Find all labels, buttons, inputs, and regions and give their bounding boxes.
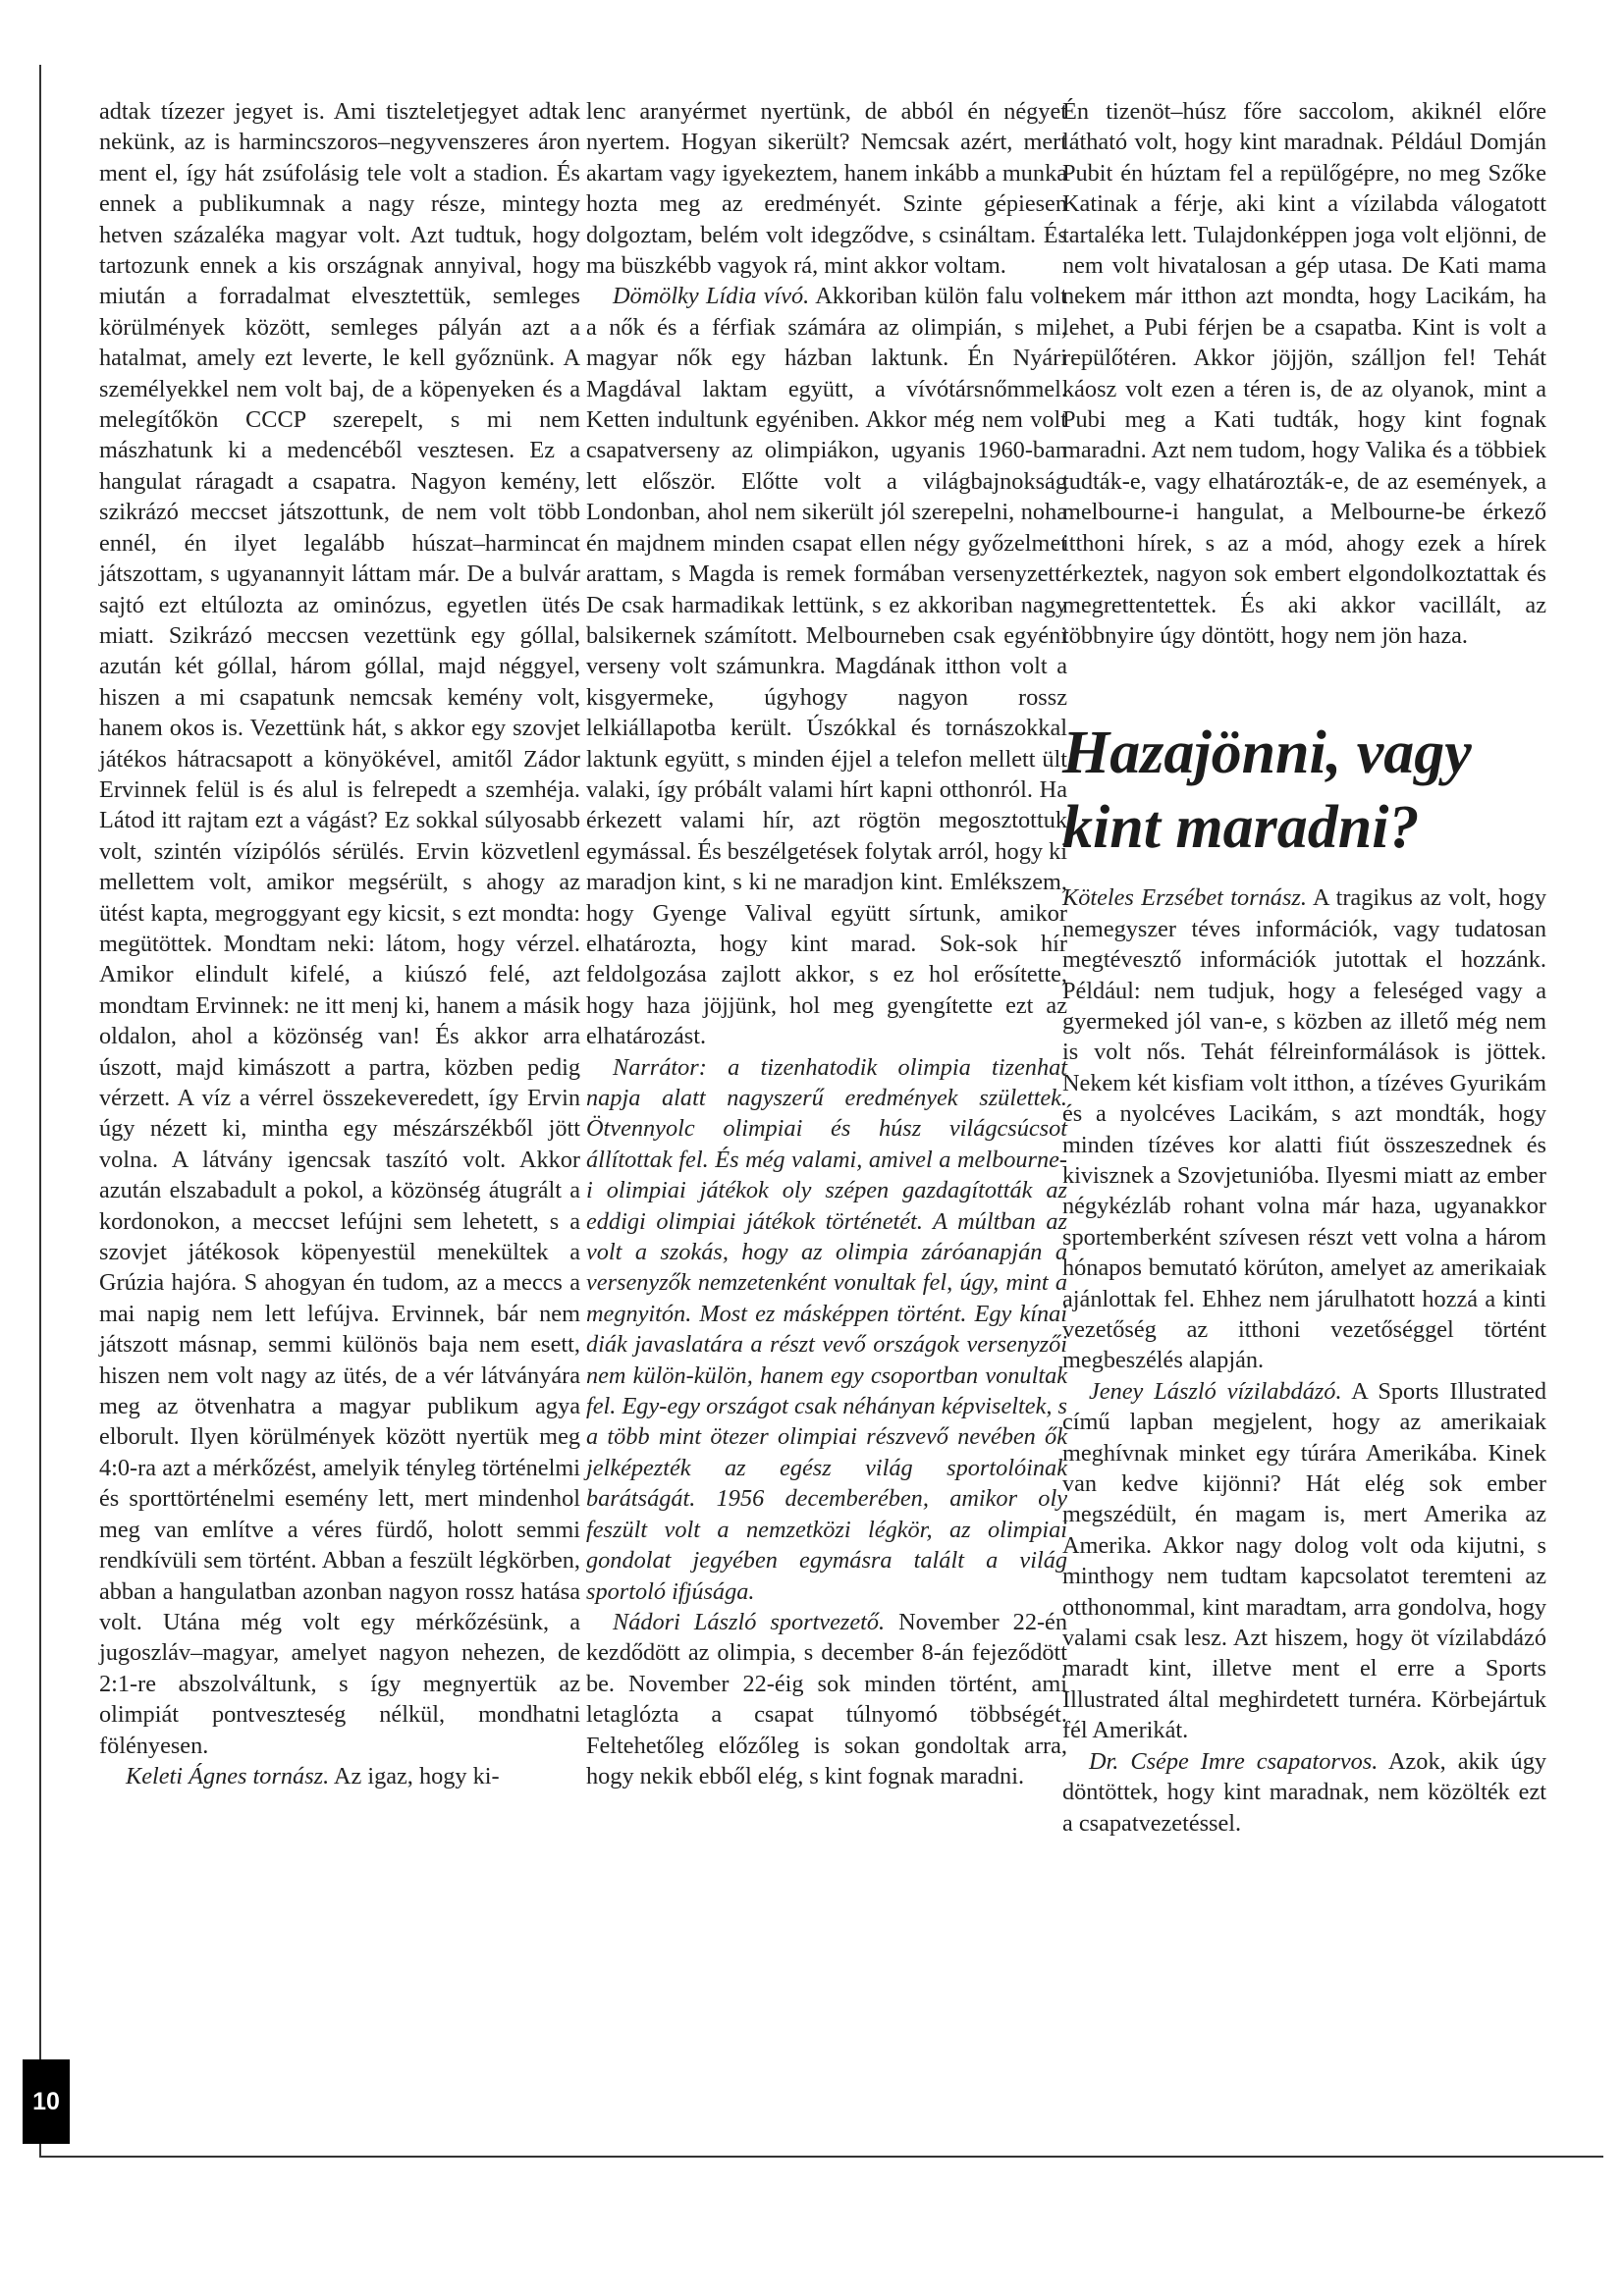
text-column-1 (99, 96, 580, 1791)
text-column-2 (586, 96, 1067, 1791)
paragraph: Én tizenöt–húsz főre saccolom, akiknél előre látható volt, hogy kint maradnak. Például Domján Pubit én húztam fel a repülőgépre, no meg Szőke Katinak a férje, aki kint a vízilabda válogatott tartaléka lett. Tulajdonképpen joga volt eljönni, de nem volt hivatalosan a gép utasa. De Kati mama nekem már itthon azt mondta, hogy Lacikám, ha lehet, a Pubi férjen be a csapatba. Kint is volt a repülőtéren. Akkor jöjjön, szálljon fel! Tehát káosz volt ezen a téren is, de az olyanok, mint a Pubi meg a Kati tudták, hogy kint fognak maradni. Azt nem tudom, hogy Valika és a többiek tudták-e, vagy elhatározták-e, de az események, a melbourne-i hangulat, a Melbourne-be érkező itthoni hírek, s az a mód, ahogy ezek a hírek érkeztek, nagyon sok embert elgondolkoztattak és megrettentettek. És aki akkor vacillált, az többnyire úgy döntött, hogy nem jön haza. (1062, 98, 1546, 649)
speaker-name: Nádori László sportvezető. (613, 1608, 886, 1635)
paragraph (1062, 882, 1546, 1376)
paragraph (99, 1761, 580, 1791)
page-frame-bottom-rule (39, 2156, 1603, 2158)
page-frame-left-rule (39, 65, 41, 2157)
narrator-paragraph: Narrátor: a tizenhatodik olimpia tizenhat napja alatt nagyszerű eredmények születtek. Ötvennyolc olimpiai és húsz világcsúcsot állítottak fel. És még valami, amivel a melbourne-i olimpiai játékok oly szépen gazdagították az eddigi olimpiai játékok történetét. A múltban az volt a szokás, hogy az olimpia záróanapján a versenyzők nemzetenként vonultak fel, úgy, mint a megnyitón. Most ez másképpen történt. Egy kínai diák javaslatára a részt vevő országok versenyzői nem külön-külön, hanem egy csoportban vonultak fel. Egy-egy országot csak néhányan képviseltek, s a több mint ötezer olimpiai részvevő nevében ők jelképezték az egész világ sportolóinak barátságát. 1956 decemberében, amikor oly feszült volt a nemzetközi légkör, az olimpiai gondolat jegyében egymásra talált a világ sportoló ifjúsága. (586, 1053, 1067, 1605)
section-headline: Hazajönni, vagy kint maradni? (1062, 720, 1472, 862)
paragraph (1062, 1376, 1546, 1746)
paragraph-text: A tragikus az volt, hogy nemegyszer téves információk, vagy tudatosan megtévesztő információk jutottak el hozzánk. Például: nem tudjuk, hogy a feleséged vagy a gyermeked jól van-e, s közben az illető még nem is volt nős. Tehát félreinformálások is jöttek. Nekem két kisfiam volt itthon, a tízéves Gyurikám és a nyolcéves Lacikám, s azt mondták, hogy minden tízéves kor alatti fiút összeszednek és kivisznek a Szovjetunióba. Ilyesmi miatt az ember négykézláb rohant volna már haza, ugyanakkor sportemberként szívesen részt vett volna a három hónapos bemutató körúton, amelyet az amerikaiak ajánlottak fel. Ehhez nem járulhatott hozzá a kinti vezetőség az itthoni vezetőséggel történt megbeszélés alapján. (1062, 884, 1547, 1374)
text-column-3 (1062, 96, 1546, 1839)
paragraph-text: Akkoriban külön falu volt a nők és a férfiak számára az olimpián, s mi, magyar nők egy házban laktunk. Én Nyári Magdával laktam együtt, a vívótársnőmmel. Ketten indultunk egyéniben. Akkor még nem volt csapatverseny az olimpiákon, ugyanis 1960-ban lett először. Előtte volt a világbajnokság Londonban, ahol nem sikerült jól szerepelni, noha én majdnem minden csapat ellen négy győzelmet arattam, s Magda is remek formában versenyzett. De csak harmadikak lettünk, s ez akkoriban nagy balsikernek számított. Melbourneben csak egyéni verseny volt számunkra. Magdának itthon volt a kisgyermeke, úgyhogy nagyon rossz lelkiállapotba került. Úszókkal és tornászokkal laktunk együtt, s minden éjjel a telefon mellett ült valaki, így próbált valami hírt kapni otthonról. Ha érkezett valami hír, azt rögtön megosztottuk egymással. És beszélgetések folytak arról, hogy ki maradjon kint, s ki ne maradjon kint. Emlékszem, hogy Gyenge Valival együtt sírtunk, amikor elhatározta, hogy kint marad. Sok-sok hír feldolgozása zajlott akkor, s ez hol erősítette, hogy haza jöjjünk, hol meg gyengítette ezt az elhatározást. (586, 283, 1067, 1050)
speaker-name: Jeney László vízilabdázó. (1089, 1377, 1342, 1405)
page-number: 10 (23, 2059, 70, 2144)
speaker-name: Köteles Erzsébet tornász. (1062, 884, 1307, 912)
paragraph: lenc aranyérmet nyertünk, de abból én négyet nyertem. Hogyan sikerült? Nemcsak azért, mert akartam vagy igyekeztem, hanem inkább a munka hozta meg az eredményét. Szinte gépiesen dolgoztam, belém volt idegződve, s csináltam. És ma büszkébb vagyok rá, mint akkor voltam. (586, 98, 1067, 280)
speaker-name: Dömölky Lídia vívó. (613, 283, 810, 310)
paragraph (1062, 1746, 1546, 1839)
paragraph (586, 281, 1067, 1051)
paragraph-text: Azok, akik úgy döntöttek, hogy kint maradnak, nem közölték ezt a csapatvezetéssel. (1062, 1747, 1546, 1837)
speaker-name: Dr. Csépe Imre csapatorvos. (1089, 1747, 1379, 1775)
speaker-name: Keleti Ágnes tornász. (126, 1762, 330, 1789)
paragraph (586, 1607, 1067, 1791)
paragraph-text: November 22-én kezdődött az olimpia, s december 8-án fejeződött be. November 22-éig sok minden történt, ami letaglózta a csapat túlnyomó többségét. Feltehetőleg előzőleg is sokan gondoltak arra, hogy nekik ebből elég, s kint fognak maradni. (586, 1608, 1067, 1789)
paragraph-text: Az igaz, hogy ki- (329, 1762, 500, 1789)
paragraph-text: A Sports Illustrated című lapban megjelent, hogy az amerikaiak meghívnak minket egy túrára Amerikába. Kinek van kedve kijönni? Hát elég sok ember megszédült, én magam is, mert Amerika az Amerika. Akkor nagy dolog volt oda kijutni, s minthogy nem tudtam kapcsolatot teremteni az otthonommal, kint maradtam, arra gondolva, hogy valami csak lesz. Azt hiszem, hogy öt vízilabdázó maradt kint, illetve ment el erre a Sports Illustrated által meghirdetett turnéra. Körbejártuk fél Amerikát. (1062, 1377, 1547, 1744)
paragraph: adtak tízezer jegyet is. Ami tiszteletjegyet adtak nekünk, az is harmincszoros–negyvenszeres áron ment el, így hát zsúfolásig tele volt a stadion. És ennek a publikumnak a nagy része, mintegy hetven százaléka magyar volt. Azt tudtuk, hogy tartozunk ennek a kis országnak annyival, hogy miután a forradalmat elvesztettük, semleges körülmények között, semleges pályán azt a hatalmat, amely ezt leverte, le kell győznünk. A személyekkel nem volt baj, de a köpenyeken és a melegítőkön CCCP szerepelt, s mi nem mászhatunk ki a medencéből vesztesen. Ez a hangulat ráragadt a csapatra. Nagyon kemény, szikrázó meccset játszottunk, de nem volt több ennél, én ilyet legalább húszat–harmincat játszottam, s ugyanannyit láttam már. De a bulvár sajtó ezt eltúlozta az ominózus, egyetlen ütés miatt. Szikrázó meccsen vezettünk egy góllal, azután két góllal, három góllal, majd néggyel, hiszen a mi csapatunk nemcsak kemény volt, hanem okos is. Vezettünk hát, s akkor egy szovjet játékos hátracsapott a könyökével, amitől Zádor Ervinnek felül is és alul is felrepedt a szemhéja. Látod itt rajtam ezt a vágást? Ez sokkal súlyosabb volt, szintén vízipólós sérülés. Ervin közvetlenl mellettem volt, amikor megsérült, s ahogy az ütést kapta, megroggyant egy kicsit, s ezt mondta: megütöttek. Mondtam neki: látom, hogy vérzel. Amikor elindult kifelé, a kiúszó felé, azt mondtam Ervinnek: ne itt menj ki, hanem a másik oldalon, ahol a közönség van! És akkor arra úszott, majd kimászott a partra, közben pedig vérzett. A víz a vérrel összekeveredett, így Ervin úgy nézett ki, mintha egy mészárszékből jött volna. A látvány igencsak taszító volt. Akkor azután elszabadult a pokol, a közönség átugrált a kordonokon, a meccset lefújni sem lehetett, s a szovjet játékosok köpenyestül menekültek a Grúzia hajóra. S ahogyan én tudom, az a meccs a mai napig nem lett lefújva. Ervinnek, bár nem játszott másnap, semmi különös baja nem esett, hiszen nem volt nagy az ütés, de a vér látványára meg az ötvenhatra a magyar publikum agya elborult. Ilyen körülmények között nyertük meg 4:0-ra azt a mérkőzést, amelyik tényleg történelmi és sporttörténelmi esemény lett, mert mindenhol meg van említve a véres fürdő, holott semmi rendkívüli sem történt. Abban a feszült légkörben, abban a hangulatban azonban nagyon rossz hatása volt. Utána még volt egy mérkőzésünk, a jugoszláv–magyar, amelyet nagyon nehezen, de 2:1-re abszolváltunk, s így megnyertük az olimpiát pontveszteség nélkül, mondhatni fölényesen. (99, 98, 580, 1759)
